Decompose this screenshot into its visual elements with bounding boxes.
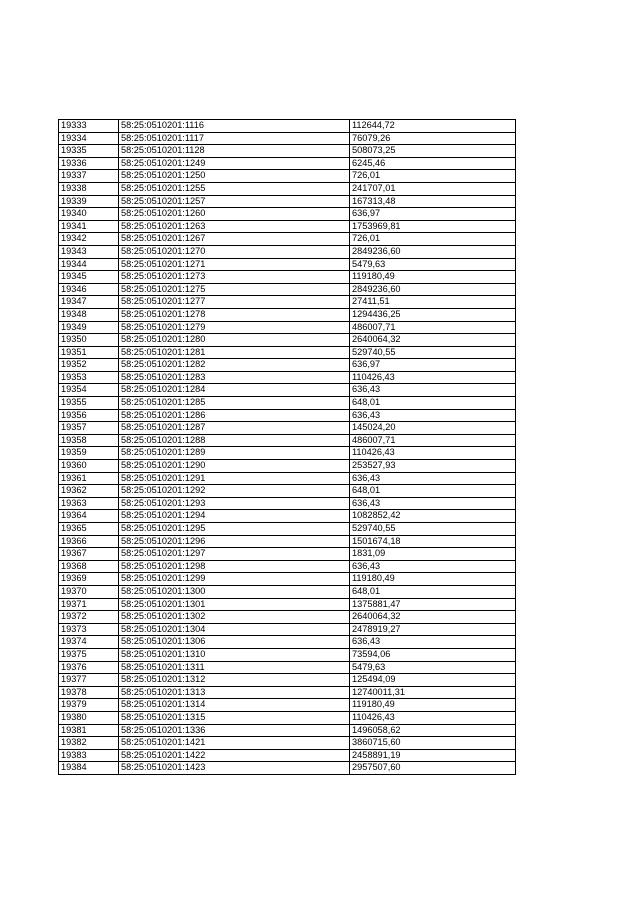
cadastral-number-cell: 58:25:0510201:1296: [119, 535, 350, 548]
table-row: [59, 623, 516, 636]
value-cell: 5479,63: [350, 661, 516, 674]
table-row: [59, 548, 516, 561]
cadastral-number-cell: 58:25:0510201:1302: [119, 611, 350, 624]
row-number-cell: 19373: [59, 623, 119, 636]
row-number-cell: 19381: [59, 724, 119, 737]
cadastral-number-cell: 58:25:0510201:1295: [119, 523, 350, 536]
row-number-cell: 19362: [59, 485, 119, 498]
value-cell: 636,43: [350, 497, 516, 510]
value-cell: 2640064,32: [350, 334, 516, 347]
table-row: [59, 182, 516, 195]
row-number-cell: 19346: [59, 283, 119, 296]
table-row: [59, 699, 516, 712]
cadastral-number-cell: 58:25:0510201:1128: [119, 145, 350, 158]
value-cell: 145024,20: [350, 422, 516, 435]
value-cell: 648,01: [350, 397, 516, 410]
cadastral-number-cell: 58:25:0510201:1285: [119, 397, 350, 410]
table-row: [59, 585, 516, 598]
table-row: [59, 120, 516, 133]
table-row: [59, 749, 516, 762]
cadastral-number-cell: 58:25:0510201:1279: [119, 321, 350, 334]
value-cell: 726,01: [350, 233, 516, 246]
value-cell: 636,43: [350, 472, 516, 485]
value-cell: 110426,43: [350, 711, 516, 724]
value-cell: 119180,49: [350, 271, 516, 284]
table-row: [59, 321, 516, 334]
value-cell: 636,43: [350, 560, 516, 573]
value-cell: 125494,09: [350, 674, 516, 687]
table-row: [59, 510, 516, 523]
row-number-cell: 19367: [59, 548, 119, 561]
cadastral-number-cell: 58:25:0510201:1300: [119, 585, 350, 598]
row-number-cell: 19338: [59, 182, 119, 195]
table-row: [59, 308, 516, 321]
table-row: [59, 497, 516, 510]
table-row: [59, 460, 516, 473]
cadastral-number-cell: 58:25:0510201:1293: [119, 497, 350, 510]
table-row: [59, 132, 516, 145]
table-row: [59, 724, 516, 737]
value-cell: 2478919,27: [350, 623, 516, 636]
row-number-cell: 19348: [59, 308, 119, 321]
row-number-cell: 19363: [59, 497, 119, 510]
cadastral-number-cell: 58:25:0510201:1263: [119, 220, 350, 233]
row-number-cell: 19341: [59, 220, 119, 233]
row-number-cell: 19384: [59, 762, 119, 775]
row-number-cell: 19375: [59, 648, 119, 661]
table-row: [59, 573, 516, 586]
table-row: [59, 220, 516, 233]
cadastral-number-cell: 58:25:0510201:1294: [119, 510, 350, 523]
value-cell: 73594,06: [350, 648, 516, 661]
value-cell: 636,43: [350, 384, 516, 397]
row-number-cell: 19336: [59, 157, 119, 170]
value-cell: 110426,43: [350, 371, 516, 384]
value-cell: 648,01: [350, 485, 516, 498]
table-row: [59, 195, 516, 208]
table-row: [59, 359, 516, 372]
row-number-cell: 19349: [59, 321, 119, 334]
value-cell: 1753969,81: [350, 220, 516, 233]
table-row: [59, 170, 516, 183]
value-cell: 648,01: [350, 585, 516, 598]
row-number-cell: 19366: [59, 535, 119, 548]
cadastral-number-cell: 58:25:0510201:1313: [119, 686, 350, 699]
cadastral-number-cell: 58:25:0510201:1291: [119, 472, 350, 485]
row-number-cell: 19378: [59, 686, 119, 699]
table-row: [59, 296, 516, 309]
cadastral-number-cell: 58:25:0510201:1315: [119, 711, 350, 724]
cadastral-number-cell: 58:25:0510201:1290: [119, 460, 350, 473]
row-number-cell: 19347: [59, 296, 119, 309]
row-number-cell: 19334: [59, 132, 119, 145]
row-number-cell: 19379: [59, 699, 119, 712]
cadastral-number-cell: 58:25:0510201:1292: [119, 485, 350, 498]
table-row: [59, 157, 516, 170]
cadastral-number-cell: 58:25:0510201:1283: [119, 371, 350, 384]
row-number-cell: 19361: [59, 472, 119, 485]
table-row: [59, 145, 516, 158]
value-cell: 3860715,60: [350, 737, 516, 750]
row-number-cell: 19359: [59, 447, 119, 460]
cadastral-number-cell: 58:25:0510201:1116: [119, 120, 350, 133]
row-number-cell: 19356: [59, 409, 119, 422]
cadastral-number-cell: 58:25:0510201:1260: [119, 208, 350, 221]
cadastral-number-cell: 58:25:0510201:1311: [119, 661, 350, 674]
row-number-cell: 19352: [59, 359, 119, 372]
cadastral-number-cell: 58:25:0510201:1282: [119, 359, 350, 372]
cadastral-number-cell: 58:25:0510201:1278: [119, 308, 350, 321]
value-cell: 1831,09: [350, 548, 516, 561]
cadastral-number-cell: 58:25:0510201:1284: [119, 384, 350, 397]
value-cell: 636,97: [350, 208, 516, 221]
value-cell: 119180,49: [350, 573, 516, 586]
cadastral-number-cell: 58:25:0510201:1306: [119, 636, 350, 649]
value-cell: 726,01: [350, 170, 516, 183]
table-row: [59, 422, 516, 435]
row-number-cell: 19368: [59, 560, 119, 573]
cadastral-number-cell: 58:25:0510201:1275: [119, 283, 350, 296]
row-number-cell: 19374: [59, 636, 119, 649]
table-row: [59, 560, 516, 573]
value-cell: 112644,72: [350, 120, 516, 133]
value-cell: 486007,71: [350, 321, 516, 334]
value-cell: 167313,48: [350, 195, 516, 208]
value-cell: 1496058,62: [350, 724, 516, 737]
row-number-cell: 19380: [59, 711, 119, 724]
row-number-cell: 19337: [59, 170, 119, 183]
row-number-cell: 19354: [59, 384, 119, 397]
cadastral-number-cell: 58:25:0510201:1288: [119, 434, 350, 447]
value-cell: 12740011,31: [350, 686, 516, 699]
value-cell: 2849236,60: [350, 283, 516, 296]
row-number-cell: 19357: [59, 422, 119, 435]
row-number-cell: 19369: [59, 573, 119, 586]
row-number-cell: 19335: [59, 145, 119, 158]
table-row: [59, 258, 516, 271]
table-row: [59, 737, 516, 750]
value-cell: 241707,01: [350, 182, 516, 195]
value-cell: 2957507,60: [350, 762, 516, 775]
cadastral-number-cell: 58:25:0510201:1301: [119, 598, 350, 611]
table-row: [59, 686, 516, 699]
table-row: [59, 636, 516, 649]
cadastral-number-cell: 58:25:0510201:1314: [119, 699, 350, 712]
row-number-cell: 19350: [59, 334, 119, 347]
table-row: [59, 762, 516, 775]
cadastral-number-cell: 58:25:0510201:1249: [119, 157, 350, 170]
cadastral-number-cell: 58:25:0510201:1289: [119, 447, 350, 460]
row-number-cell: 19364: [59, 510, 119, 523]
row-number-cell: 19377: [59, 674, 119, 687]
row-number-cell: 19371: [59, 598, 119, 611]
value-cell: 529740,55: [350, 346, 516, 359]
cadastral-number-cell: 58:25:0510201:1250: [119, 170, 350, 183]
row-number-cell: 19355: [59, 397, 119, 410]
cadastral-number-cell: 58:25:0510201:1299: [119, 573, 350, 586]
row-number-cell: 19344: [59, 258, 119, 271]
cadastral-number-cell: 58:25:0510201:1304: [119, 623, 350, 636]
row-number-cell: 19353: [59, 371, 119, 384]
value-cell: 2849236,60: [350, 245, 516, 258]
cadastral-number-cell: 58:25:0510201:1287: [119, 422, 350, 435]
table-row: [59, 397, 516, 410]
cadastral-number-cell: 58:25:0510201:1423: [119, 762, 350, 775]
table-row: [59, 334, 516, 347]
table-row: [59, 535, 516, 548]
cadastral-number-cell: 58:25:0510201:1422: [119, 749, 350, 762]
table-row: [59, 384, 516, 397]
row-number-cell: 19351: [59, 346, 119, 359]
row-number-cell: 19370: [59, 585, 119, 598]
value-cell: 1082852,42: [350, 510, 516, 523]
table-row: [59, 485, 516, 498]
value-cell: 636,97: [350, 359, 516, 372]
table-row: [59, 346, 516, 359]
value-cell: 1501674,18: [350, 535, 516, 548]
table-row: [59, 271, 516, 284]
cadastral-number-cell: 58:25:0510201:1281: [119, 346, 350, 359]
table-row: [59, 245, 516, 258]
value-cell: 1375881,47: [350, 598, 516, 611]
row-number-cell: 19360: [59, 460, 119, 473]
cadastral-number-cell: 58:25:0510201:1280: [119, 334, 350, 347]
value-cell: 253527,93: [350, 460, 516, 473]
table-body: [59, 120, 516, 775]
cadastral-number-cell: 58:25:0510201:1312: [119, 674, 350, 687]
value-cell: 110426,43: [350, 447, 516, 460]
value-cell: 76079,26: [350, 132, 516, 145]
table-row: [59, 233, 516, 246]
cadastral-number-cell: 58:25:0510201:1277: [119, 296, 350, 309]
table-row: [59, 661, 516, 674]
value-cell: 529740,55: [350, 523, 516, 536]
cadastral-number-cell: 58:25:0510201:1336: [119, 724, 350, 737]
row-number-cell: 19358: [59, 434, 119, 447]
value-cell: 636,43: [350, 636, 516, 649]
row-number-cell: 19382: [59, 737, 119, 750]
table-row: [59, 447, 516, 460]
table-row: [59, 472, 516, 485]
cadastral-number-cell: 58:25:0510201:1257: [119, 195, 350, 208]
row-number-cell: 19376: [59, 661, 119, 674]
value-cell: 508073,25: [350, 145, 516, 158]
row-number-cell: 19372: [59, 611, 119, 624]
cadastral-number-cell: 58:25:0510201:1310: [119, 648, 350, 661]
value-cell: 2458891,19: [350, 749, 516, 762]
row-number-cell: 19365: [59, 523, 119, 536]
table-row: [59, 711, 516, 724]
table-row: [59, 523, 516, 536]
cadastral-number-cell: 58:25:0510201:1286: [119, 409, 350, 422]
cadastral-number-cell: 58:25:0510201:1421: [119, 737, 350, 750]
row-number-cell: 19333: [59, 120, 119, 133]
table-row: [59, 598, 516, 611]
cadastral-number-cell: 58:25:0510201:1273: [119, 271, 350, 284]
cadastral-number-cell: 58:25:0510201:1255: [119, 182, 350, 195]
row-number-cell: 19339: [59, 195, 119, 208]
cadastral-number-cell: 58:25:0510201:1297: [119, 548, 350, 561]
table-row: [59, 648, 516, 661]
value-cell: 5479,63: [350, 258, 516, 271]
value-cell: 119180,49: [350, 699, 516, 712]
cadastral-number-cell: 58:25:0510201:1267: [119, 233, 350, 246]
table-row: [59, 434, 516, 447]
row-number-cell: 19345: [59, 271, 119, 284]
row-number-cell: 19343: [59, 245, 119, 258]
row-number-cell: 19383: [59, 749, 119, 762]
table-row: [59, 371, 516, 384]
value-cell: 2640064,32: [350, 611, 516, 624]
table-row: [59, 611, 516, 624]
cadastral-number-cell: 58:25:0510201:1271: [119, 258, 350, 271]
value-cell: 6245,46: [350, 157, 516, 170]
table-row: [59, 208, 516, 221]
table-row: [59, 674, 516, 687]
value-cell: 1294436,25: [350, 308, 516, 321]
table-row: [59, 283, 516, 296]
cadastral-value-table: [58, 119, 516, 775]
value-cell: 486007,71: [350, 434, 516, 447]
value-cell: 27411,51: [350, 296, 516, 309]
cadastral-number-cell: 58:25:0510201:1298: [119, 560, 350, 573]
row-number-cell: 19340: [59, 208, 119, 221]
row-number-cell: 19342: [59, 233, 119, 246]
table-row: [59, 409, 516, 422]
value-cell: 636,43: [350, 409, 516, 422]
cadastral-number-cell: 58:25:0510201:1270: [119, 245, 350, 258]
cadastral-number-cell: 58:25:0510201:1117: [119, 132, 350, 145]
